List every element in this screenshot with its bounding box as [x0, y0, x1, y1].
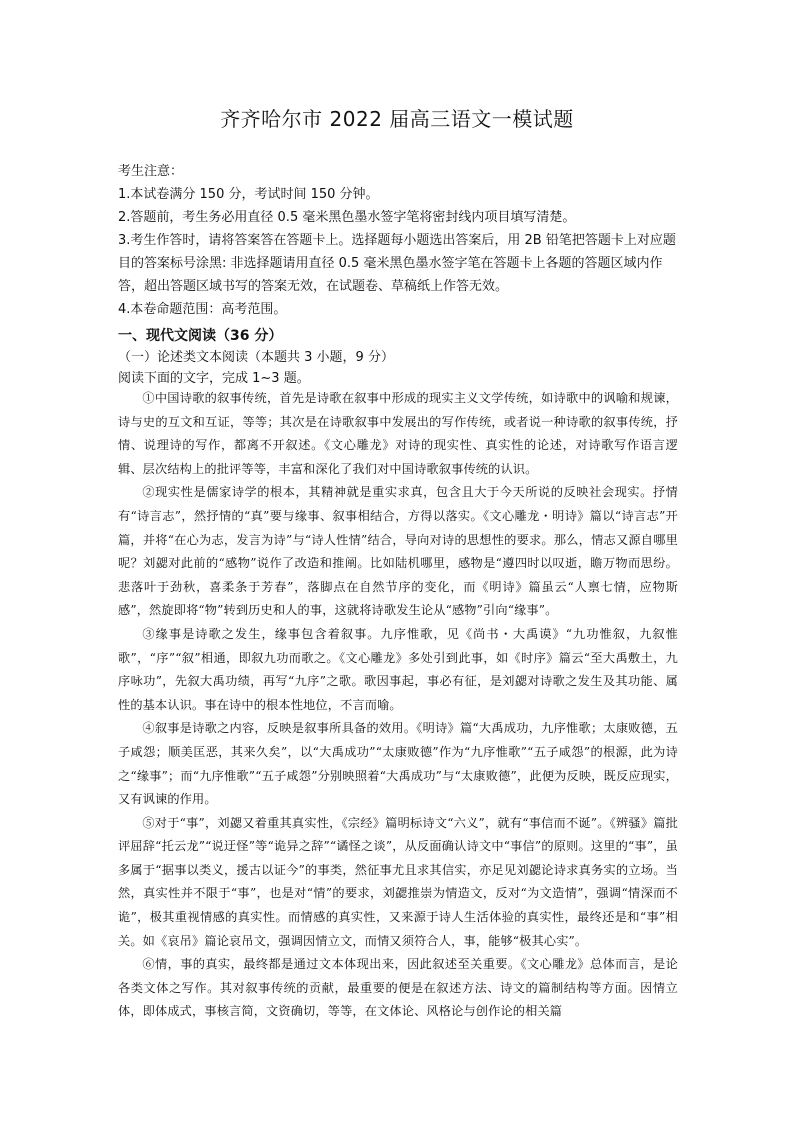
reading-passage	[118, 387, 678, 1024]
section-subheading: （一）论述类文本阅读（本题共 3 小题，9 分）	[118, 350, 394, 365]
passage-paragraph: ⑤对于“事”，刘勰又着重其真实性，《宗经》篇明标诗文“六义”，就有“事信而不诞”。《辨骚》篇批评屈辞“托云龙”“说迂怪”等“诡异之辞”“谲怪之谈”，从反面确认诗文中“事信”的原则。这里的“事”，虽多属于“据事以类义，援古以证今”的事类，然征事尤且求其信实，亦足见刘勰论诗求真务实的立场。当然，真实性并不限于“事”，也是对“情”的要求，刘勰推崇为情造文，反对“为文造情”，强调“情深而不诡”，极其重视情感的真实性。而情感的真实性，又来源于诗人生活体验的真实性，最终还是和“事”相关。如《哀吊》篇论哀吊文，强调因情立文，而情又须符合人，事，能够“极其心实”。	[118, 815, 678, 948]
passage-paragraph: ①中国诗歌的叙事传统，首先是诗歌在叙事中形成的现实主义文学传统，如诗歌中的讽喻和规谏，诗与史的互文和互证，等等；其次是在诗歌叙事中发展出的写作传统，或者说一种诗歌的叙事传统，抒情、说理诗的写作，都离不开叙述。《文心雕龙》对诗的现实性、真实性的论述，对诗歌写作语言逻辑、层次结构上的批评等等，丰富和深化了我们对中国诗歌叙事传统的认识。	[118, 391, 678, 476]
notice-item: 2.答题前，考生务必用直径 0.5 毫米黑色墨水签字笔将密封线内项目填写清楚。	[118, 210, 576, 225]
reading-instruction: 阅读下面的文字，完成 1~3 题。	[118, 371, 310, 386]
notice-heading: 考生注意：	[118, 164, 184, 179]
notice-item: 1.本试卷满分 150 分，考试时间 150 分钟。	[118, 187, 379, 202]
notice-item: 4.本卷命题范围：高考范围。	[118, 302, 287, 317]
passage-paragraph: ②现实性是儒家诗学的根本，其精神就是重实求真，包含且大于今天所说的反映社会现实。抒情有“诗言志”，然抒情的“真”要与缘事、叙事相结合，方得以落实。《文心雕龙・明诗》篇以“诗言志”开篇，并将“在心为志，发言为诗”与“诗人性情”结合，导向对诗的思想性的要求。那么，情志又源自哪里呢？刘勰对此前的“感物”说作了改造和推阐。比如陆机哪里，感物是“遵四时以叹逝，瞻万物而思纷。悲落叶于劲秋，喜柔条于芳春”，落脚点在自然节序的变化，而《明诗》篇虽云“人禀七情，应物斯感”，然旋即将“物”转到历史和人的事，这就将诗歌发生论从“感物”引向“缘事”。	[118, 485, 678, 618]
passage-paragraph: ⑥情，事的真实，最终都是通过文本体现出来，因此叙述至关重要。《文心雕龙》总体而言，是论各类文体之写作。其对叙事传统的贡献，最重要的便是在叙述方法、诗文的篇制结构等方面。因情立体，即体成式，事核言简，文资确切，等等，在文体论、风格论与创作论的相关篇	[118, 957, 678, 1019]
notice-item: 3.考生作答时，请将答案答在答题卡上。选择题每小题选出答案后，用 2B 铅笔把答题卡上对应题目的答案标号涂黑: 非选择题请用直径 0.5 毫米黑色墨水签字笔在答题卡上各题的答题区域内作答，超出答题区域书写的答案无效，在试题卷、草稿纸上作答无效。	[118, 233, 676, 294]
exam-notice	[118, 160, 678, 321]
document-title: 齐齐哈尔市 2022 届高三语文一模试题	[220, 107, 574, 131]
section-header	[118, 325, 678, 389]
section-heading: 一、现代文阅读（36 分）	[118, 328, 283, 344]
passage-paragraph: ③缘事是诗歌之发生，缘事包含着叙事。九序惟歌，见《尚书・大禹谟》“九功惟叙，九叙惟歌”，“序”“叙”相通，即叙九功而歌之。《文心雕龙》多处引到此事，如《时序》篇云“至大禹敷土，九序咏功”，先叙大禹功绩，再写“九序”之歌。歌因事起，事必有征，是刘勰对诗歌之发生及其功能、属性的基本认识。事在诗中的根本性地位，不言而喻。	[118, 626, 678, 712]
passage-paragraph: ④叙事是诗歌之内容，反映是叙事所具备的效用。《明诗》篇“大禹成功，九序惟歌；太康败德，五子咸怨；顺美匡恶，其来久矣”，以“大禹成功”“太康败德”作为“九序惟歌”“五子咸怨”的根源，此为诗之“缘事”；而“九序惟歌”“五子咸怨”分别映照着“大禹成功”与“太康败德”，此便为反映，既反应现实，又有讽谏的作用。	[118, 721, 678, 807]
